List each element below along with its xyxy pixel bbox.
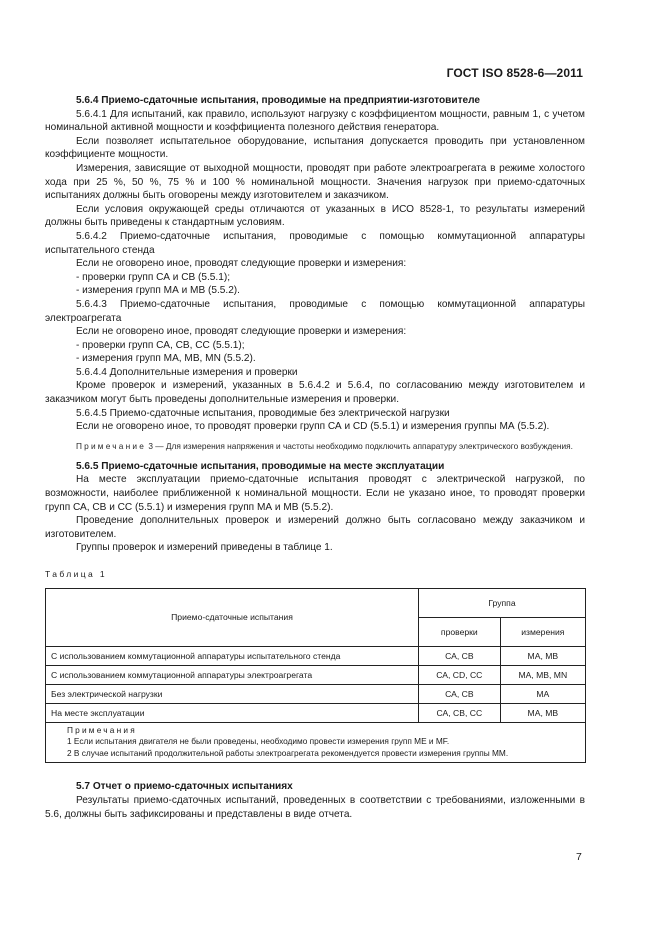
table-cell-test: Без электрической нагрузки [46,684,419,703]
table-notes-title: Примечания [67,724,137,735]
table-note-2: 2 В случае испытаний продолжительной работы электроагрегата рекомендуется провести измерения группы ММ. [67,747,509,758]
table-row [46,646,586,665]
paragraph: Если позволяет испытательное оборудование, испытания допускается проводить при установленном коэффициенте мощности. [45,135,585,161]
table-header-group: Группа [419,588,586,617]
table-row [46,684,586,703]
table-cell-measurements: МА, МВ [500,703,585,722]
table-row [46,703,586,722]
paragraph: Если не оговорено иное, проводят следующие проверки и измерения: [76,258,407,270]
table-1 [45,588,586,764]
paragraph: Измерения, зависящие от выходной мощности, проводят при работе электроагрегата в режиме холостого хода при 25 %, 50 %, 75 % и 100 % номинальной мощности. Значения нагрузок при приемо-сдаточных испытаниях должны быть оговорены между изготовителем и заказчиком. [45,162,585,202]
paragraph: 5.6.4.4 Дополнительные измерения и проверки [76,366,298,378]
table-header-tests: Приемо-сдаточные испытания [46,588,419,646]
paragraph: 5.6.4.5 Приемо-сдаточные испытания, проводимые без электрической нагрузки [76,407,450,419]
paragraph: Если условия окружающей среды отличаются от указанных в ИСО 8528-1, то результаты измерений должны быть приведены к стандартным условиям. [45,203,585,229]
paragraph: Группы проверок и измерений приведены в таблице 1. [76,542,333,554]
list-item: - измерения групп МА, МВ, MN (5.5.2). [76,353,256,365]
table-cell-measurements: МА [500,684,585,703]
page-content [45,94,585,821]
table-cell-checks: СА, СВ, СС [419,703,501,722]
section-5-6-5-heading: 5.6.5 Приемо-сдаточные испытания, проводимые на месте эксплуатации [76,460,445,472]
paragraph: Проведение дополнительных проверок и измерений должно быть согласовано между заказчиком и изготовителем. [45,515,585,540]
table-notes [46,722,586,763]
table-row [46,665,586,684]
table-cell-measurements: МА, МВ [500,646,585,665]
table-note-1: 1 Если испытания двигателя не были проведены, необходимо провести измерения групп ME и MF. [67,736,450,747]
note-label: Примечание [76,440,147,451]
note-3 [45,440,585,452]
list-item: - проверки групп СА, СВ, СС (5.5.1); [76,339,245,351]
table-cell-measurements: МА, МВ, MN [500,665,585,684]
table-cell-checks: СА, CD, СС [419,665,501,684]
table-header-checks: проверки [419,617,501,646]
paragraph: 5.6.4.1 Для испытаний, как правило, используют нагрузку с коэффициентом мощности, равным 1, с учетом номинальной активной мощности и коэффициента полезного действия генератора. [45,108,585,134]
table-cell-test: На месте эксплуатации [46,703,419,722]
table-cell-test: С использованием коммутационной аппаратуры испытательного стенда [46,646,419,665]
section-5-6-4-heading: 5.6.4 Приемо-сдаточные испытания, проводимые на предприятии-изготовителе [76,95,481,106]
paragraph: Кроме проверок и измерений, указанных в 5.6.4.2 и 5.6.4, по согласованию между изготовителем и заказчиком могут быть проведены дополнительные измерения и проверки. [45,380,585,406]
paragraph: Если не оговорено иное, то проводят проверки групп СА и CD (5.5.1) и измерения группы МА (5.5.2). [76,421,550,433]
table-cell-checks: СА, СВ [419,646,501,665]
paragraph: Если не оговорено иное, проводят следующие проверки и измерения: [76,326,407,338]
paragraph: 5.6.4.3 Приемо-сдаточные испытания, проводимые с помощью коммутационной аппаратуры электроагрегата [45,298,585,324]
table-caption: Таблица 1 [45,569,108,579]
section-5-7-heading: 5.7 Отчет о приемо-сдаточных испытаниях [76,781,293,793]
document-id-header: ГОСТ ISO 8528-6—2011 [446,66,583,80]
table-cell-test: С использованием коммутационной аппаратуры электроагрегата [46,665,419,684]
list-item: - измерения групп МА и МВ (5.5.2). [76,285,240,297]
table-header-measurements: измерения [500,617,585,646]
table-cell-checks: СА, СВ [419,684,501,703]
paragraph: На месте эксплуатации приемо-сдаточные испытания проводят с электрической нагрузкой, по возможности, наиболее приближенной к номинальной мощности. Если не указано иное, то проводят проверки групп СА, СВ и СС (5.5.1) и измерения групп МА и МВ (5.5.2). [45,474,585,513]
page-number: 7 [576,851,582,863]
paragraph: 5.6.4.2 Приемо-сдаточные испытания, проводимые с помощью коммутационной аппаратуры испытательного стенда [45,230,585,256]
list-item: - проверки групп СА и СВ (5.5.1); [76,271,231,283]
note-text: 3 — Для измерения напряжения и частоты необходимо подключить аппаратуру электрического возбуждения. [146,440,573,451]
paragraph: Результаты приемо-сдаточных испытаний, проведенных в соответствии с требованиями, изложенными в 5.6, должны быть зафиксированы и представлены в виде отчета. [45,794,585,820]
